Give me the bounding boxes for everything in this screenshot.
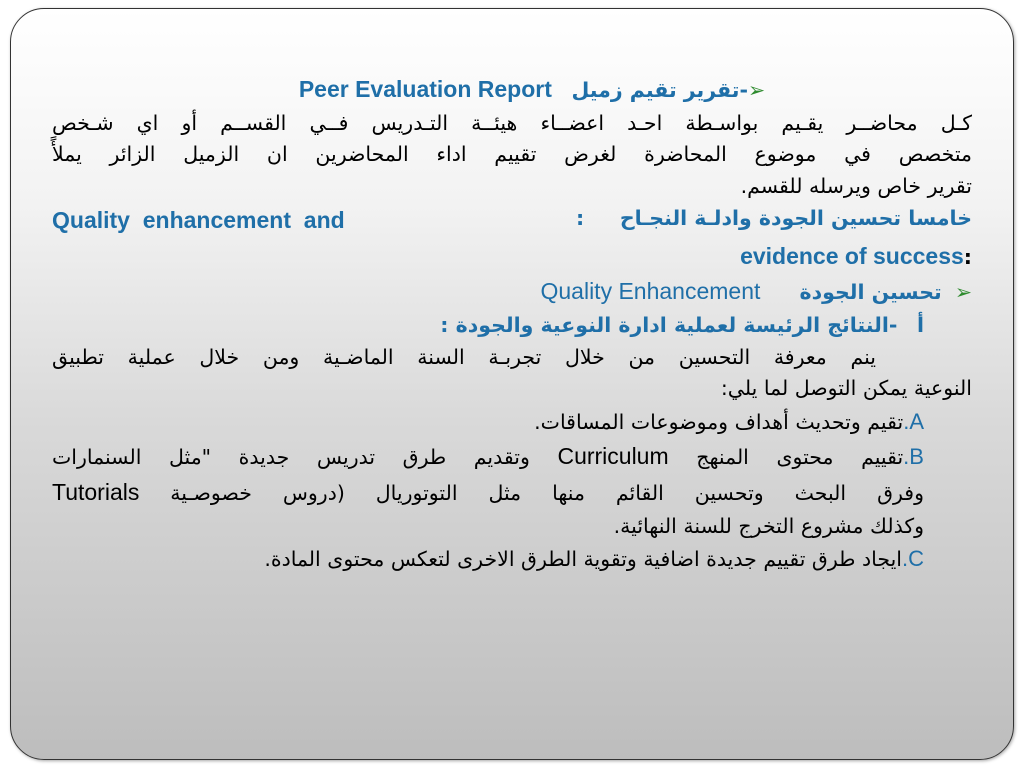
list-item-a-letter: A [909, 409, 924, 435]
enhancement-heading [52, 274, 972, 310]
sub-point-a [52, 310, 972, 342]
list-item-c-letter: C [908, 546, 924, 572]
sub-point-a-text: النتائج الرئيسة لعملية ادارة النوعية والجودة : [440, 312, 889, 337]
sub-point-a-letter: أ [916, 312, 924, 337]
body-line-2: النوعية يمكن التوصل لما يلي: [720, 376, 972, 401]
sub-point-a-dash: - [888, 312, 898, 337]
list-item-b-curriculum: Curriculum [557, 443, 669, 470]
peer-paragraph-line-1: كـل محاضــر يقـيم بواسـطة احـد اعضــاء هيئــة التـدريس فــي القســم أو اي شـخص [52, 110, 972, 135]
list-item-b-text-2: وتقديم طرق تدريس جديدة "مثل السنمارات [52, 445, 530, 470]
peer-title-arabic: تقرير تقيم زميل [571, 78, 740, 102]
quality-heading-english-2: evidence of success [740, 242, 964, 269]
list-item-b-tutorials: Tutorials [52, 478, 140, 505]
peer-paragraph-line-3: تقرير خاص ويرسله للقسم. [740, 174, 972, 199]
list-item-b-line-3: وكذلك مشروع التخرج للسنة النهائية. [613, 513, 924, 538]
list-item-a-text: تقيم وتحديث أهداف وموضوعات المساقات. [534, 410, 904, 435]
list-item-b-line-2-text: وفرق البحث وتحسين القائم منها مثل التوتوريال (دروس خصوصـية [170, 480, 924, 505]
peer-paragraph-line-2: متخصص في موضوع المحاضرة لغرض تقييم اداء المحاضرين ان الزميل الزائر يملأً [52, 142, 972, 167]
list-item-b-line-1 [52, 439, 972, 475]
arrow-bullet-icon: ➢ [954, 280, 972, 305]
peer-evaluation-heading [52, 72, 972, 108]
body-line-1: ينم معرفة التحسين من خلال تجربـة السنة الماضـية ومن خلال عملية تطبيق [52, 344, 876, 369]
quality-heading-line-2 [52, 239, 972, 275]
list-item-c-text: ايجاد طرق تقييم جديدة اضافية وتقوية الطرق الاخرى لتعكس محتوى المادة. [264, 547, 902, 572]
peer-title-english: Peer Evaluation Report [298, 76, 552, 102]
list-item-a [52, 405, 924, 439]
list-item-c-dot: . [901, 546, 909, 572]
list-item-b-text-1: تقييم محتوى المنهج [696, 445, 904, 470]
quality-heading-colon: : [575, 205, 585, 230]
items-list [52, 405, 972, 576]
quality-heading-english-2-colon: : [963, 244, 972, 269]
arrow-bullet-icon: ➢ [747, 78, 766, 102]
enhancement-label-arabic: تحسين الجودة [799, 280, 942, 305]
list-item-c [52, 542, 924, 576]
list-item-b-letter: B [909, 444, 924, 470]
list-item-b-line-2 [52, 475, 924, 511]
heading-dash: - [739, 78, 748, 102]
quality-heading-english-1: Quality enhancement and [52, 206, 345, 233]
quality-heading-arabic: خامسا تحسين الجودة وادلـة النجـاح : [575, 205, 972, 230]
list-item-a-dot: . [903, 409, 910, 435]
list-item-b-dot: . [903, 444, 910, 470]
quality-heading [52, 203, 972, 239]
slide-content [52, 72, 972, 576]
enhancement-label-english: Quality Enhancement [540, 278, 761, 305]
